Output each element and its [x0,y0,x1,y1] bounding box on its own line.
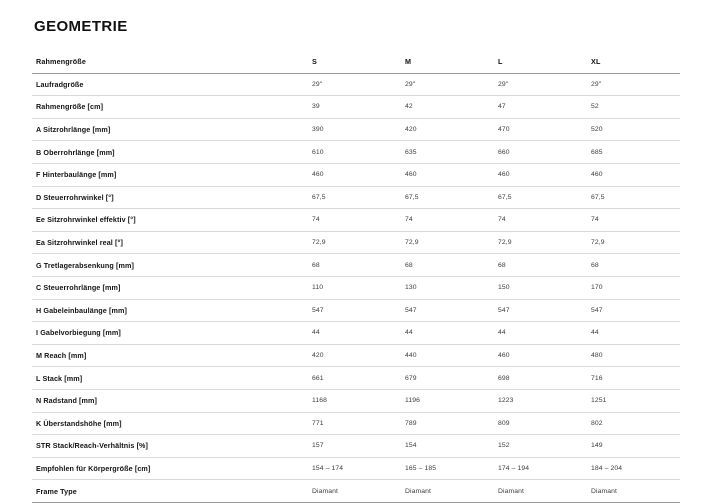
cell-m: 420 [401,118,494,141]
row-label: Ee Sitzrohrwinkel effektiv [°] [32,209,308,232]
table-row [32,254,680,277]
cell-m: 635 [401,141,494,164]
cell-l: 660 [494,141,587,164]
table-row [32,231,680,254]
table-header-row [32,51,680,73]
table-row [32,186,680,209]
table-row [32,276,680,299]
cell-xl: 480 [587,344,680,367]
cell-s: 390 [308,118,401,141]
column-header-frame-size: Rahmengröße [32,51,308,73]
cell-m: 44 [401,322,494,345]
cell-m: 165 – 185 [401,457,494,480]
cell-m: 67,5 [401,186,494,209]
table-row [32,141,680,164]
cell-s: 67,5 [308,186,401,209]
cell-m: 72,9 [401,231,494,254]
row-label: Empfohlen für Körpergröße [cm] [32,457,308,480]
cell-xl: 460 [587,163,680,186]
cell-m: 74 [401,209,494,232]
cell-s: 610 [308,141,401,164]
table-row [32,96,680,119]
cell-m: 29" [401,73,494,96]
row-label: M Reach [mm] [32,344,308,367]
row-label: L Stack [mm] [32,367,308,390]
row-label: Frame Type [32,480,308,503]
cell-l: 460 [494,344,587,367]
cell-l: 67,5 [494,186,587,209]
cell-s: 420 [308,344,401,367]
row-label: C Steuerrohrlänge [mm] [32,276,308,299]
column-header-s: S [308,51,401,73]
cell-s: 1168 [308,389,401,412]
cell-xl: 547 [587,299,680,322]
cell-s: 68 [308,254,401,277]
cell-s: 547 [308,299,401,322]
table-row [32,299,680,322]
cell-l: 150 [494,276,587,299]
cell-xl: 149 [587,435,680,458]
table-row [32,118,680,141]
cell-xl: 68 [587,254,680,277]
cell-xl: 685 [587,141,680,164]
cell-xl: 67,5 [587,186,680,209]
cell-s: 154 – 174 [308,457,401,480]
cell-s: 771 [308,412,401,435]
cell-m: 42 [401,96,494,119]
cell-m: 547 [401,299,494,322]
cell-s: 157 [308,435,401,458]
page-title: GEOMETRIE [34,18,128,35]
table-row [32,389,680,412]
table-row [32,209,680,232]
cell-l: 72,9 [494,231,587,254]
row-label: H Gabeleinbaulänge [mm] [32,299,308,322]
cell-xl: 1251 [587,389,680,412]
cell-s: 110 [308,276,401,299]
cell-xl: 520 [587,118,680,141]
cell-s: 39 [308,96,401,119]
cell-m: 460 [401,163,494,186]
cell-xl: 74 [587,209,680,232]
row-label: Rahmengröße [cm] [32,96,308,119]
cell-xl: 29" [587,73,680,96]
cell-m: 440 [401,344,494,367]
row-label: STR Stack/Reach-Verhältnis [%] [32,435,308,458]
table-row [32,412,680,435]
table-row [32,457,680,480]
cell-l: 698 [494,367,587,390]
cell-l: 152 [494,435,587,458]
cell-l: 174 – 194 [494,457,587,480]
cell-xl: 802 [587,412,680,435]
cell-l: 68 [494,254,587,277]
row-label: I Gabelvorbiegung [mm] [32,322,308,345]
cell-l: 460 [494,163,587,186]
cell-xl: 72,9 [587,231,680,254]
cell-m: 1196 [401,389,494,412]
table-body [32,73,680,502]
column-header-m: M [401,51,494,73]
cell-l: 47 [494,96,587,119]
cell-xl: 184 – 204 [587,457,680,480]
row-label: N Radstand [mm] [32,389,308,412]
cell-l: 1223 [494,389,587,412]
column-header-l: L [494,51,587,73]
cell-l: 74 [494,209,587,232]
table-row [32,480,680,503]
geometry-table [32,51,680,503]
row-label: Laufradgröße [32,73,308,96]
cell-l: 547 [494,299,587,322]
row-label: D Steuerrohrwinkel [°] [32,186,308,209]
cell-s: 460 [308,163,401,186]
cell-s: 661 [308,367,401,390]
row-label: A Sitzrohrlänge [mm] [32,118,308,141]
cell-m: Diamant [401,480,494,503]
row-label: Ea Sitzrohrwinkel real [°] [32,231,308,254]
cell-s: 74 [308,209,401,232]
cell-xl: 170 [587,276,680,299]
cell-xl: 716 [587,367,680,390]
table-row [32,367,680,390]
cell-l: Diamant [494,480,587,503]
table-row [32,163,680,186]
cell-xl: Diamant [587,480,680,503]
table-row [32,435,680,458]
cell-l: 44 [494,322,587,345]
cell-s: 44 [308,322,401,345]
cell-m: 789 [401,412,494,435]
table-row [32,73,680,96]
row-label: G Tretlagerabsenkung [mm] [32,254,308,277]
row-label: F Hinterbaulänge [mm] [32,163,308,186]
table-row [32,322,680,345]
column-header-xl: XL [587,51,680,73]
table-row [32,344,680,367]
cell-s: 29" [308,73,401,96]
cell-s: 72,9 [308,231,401,254]
cell-m: 154 [401,435,494,458]
row-label: K Überstandshöhe [mm] [32,412,308,435]
table-header [32,51,680,73]
cell-m: 68 [401,254,494,277]
cell-l: 470 [494,118,587,141]
cell-xl: 52 [587,96,680,119]
cell-s: Diamant [308,480,401,503]
cell-l: 29" [494,73,587,96]
row-label: B Oberrohrlänge [mm] [32,141,308,164]
cell-xl: 44 [587,322,680,345]
cell-m: 130 [401,276,494,299]
cell-l: 809 [494,412,587,435]
cell-m: 679 [401,367,494,390]
